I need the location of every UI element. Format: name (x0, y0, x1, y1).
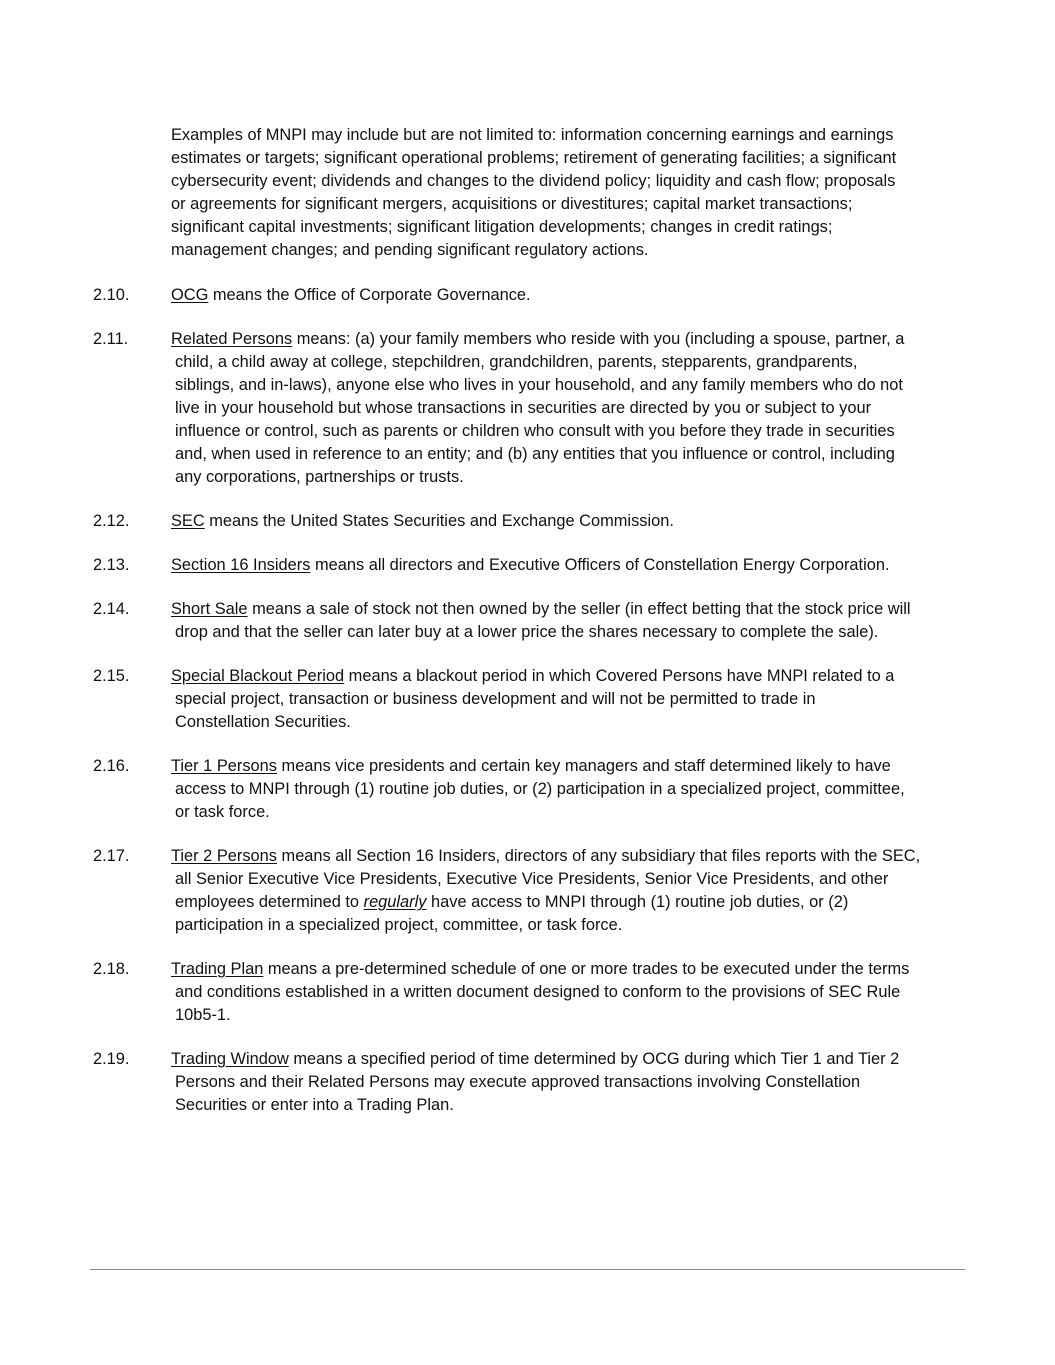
definition-line: siblings, and in-laws), anyone else who lives in your household, and any family members who do not (175, 376, 903, 394)
definition-line: Securities or enter into a Trading Plan. (175, 1096, 454, 1114)
section-number: 2.11. (93, 330, 129, 348)
section-number: 2.13. (93, 556, 130, 574)
defined-term: Tier 2 Persons (171, 847, 277, 865)
defined-term: Trading Window (171, 1050, 289, 1068)
line-text: have access to MNPI through (1) routine job duties, or (2) (426, 893, 849, 911)
definition-text (171, 1048, 973, 1071)
defined-term: Special Blackout Period (171, 667, 345, 685)
definition-line: or task force. (175, 803, 270, 821)
footer-divider (90, 1269, 965, 1270)
definition-section-16-insiders (93, 554, 973, 577)
definition-line: Persons and their Related Persons may execute approved transactions involving Constellation (175, 1073, 861, 1091)
definition-text (171, 845, 973, 868)
definition-line: any corporations, partnerships or trusts. (175, 468, 464, 486)
section-number: 2.12. (93, 512, 130, 530)
defined-term: Section 16 Insiders (171, 556, 311, 574)
definition-sec (93, 510, 973, 533)
definition-trading-plan (93, 958, 973, 1027)
definition-line: special project, transaction or business development and will not be permitted to trade in (175, 690, 816, 708)
section-number: 2.15. (93, 667, 130, 685)
definition-first-line: means a sale of stock not then owned by the seller (in effect betting that the stock price will (247, 600, 911, 618)
definition-text (171, 554, 973, 577)
definition-trading-window (93, 1048, 973, 1117)
definition-text (171, 665, 973, 688)
definition-short-sale (93, 598, 973, 644)
definition-line: and conditions established in a written document designed to conform to the provisions of SEC Rule (175, 983, 901, 1001)
definition-ocg (93, 284, 973, 307)
intro-line: Examples of MNPI may include but are not limited to: information concerning earnings and earnings (171, 126, 894, 144)
definition-line: influence or control, such as parents or children who consult with you before they trade in securities (175, 422, 895, 440)
definition-text (171, 598, 973, 621)
section-number: 2.14. (93, 600, 130, 618)
section-number: 2.19. (93, 1050, 130, 1068)
definition-first-line: means the United States Securities and Exchange Commission. (204, 512, 674, 530)
definition-text (171, 328, 973, 351)
definition-line: access to MNPI through (1) routine job duties, or (2) participation in a specialized project, committee, (175, 780, 905, 798)
definition-line: and, when used in reference to an entity; and (b) any entities that you influence or control, including (175, 445, 895, 463)
defined-term: SEC (171, 512, 205, 530)
section-number: 2.18. (93, 960, 130, 978)
definition-first-line: means all directors and Executive Officers of Constellation Energy Corporation. (310, 556, 890, 574)
intro-line: management changes; and pending significant regulatory actions. (171, 241, 649, 259)
definition-first-line: means a specified period of time determined by OCG during which Tier 1 and Tier 2 (288, 1050, 900, 1068)
definition-first-line: means the Office of Corporate Governance. (208, 286, 531, 304)
section-number: 2.10. (93, 286, 130, 304)
defined-term: Trading Plan (171, 960, 264, 978)
intro-line: cybersecurity event; dividends and changes to the dividend policy; liquidity and cash flow; proposals (171, 172, 896, 190)
definition-related-persons (93, 328, 973, 489)
intro-line: or agreements for significant mergers, acquisitions or divestitures; capital market transactions; (171, 195, 853, 213)
definition-text (171, 755, 973, 778)
definition-first-line: means vice presidents and certain key managers and staff determined likely to have (276, 757, 891, 775)
definition-line: participation in a specialized project, committee, or task force. (175, 916, 623, 934)
definition-special-blackout-period (93, 665, 973, 734)
defined-term: OCG (171, 286, 209, 304)
definition-text (171, 958, 973, 981)
definition-first-line: means a blackout period in which Covered Persons have MNPI related to a (344, 667, 895, 685)
definition-line: child, a child away at college, stepchildren, grandchildren, parents, stepparents, grandparents, (175, 353, 858, 371)
definition-line: all Senior Executive Vice Presidents, Executive Vice Presidents, Senior Vice Presidents, and other (175, 870, 889, 888)
definition-tier-1-persons (93, 755, 973, 824)
defined-term: Short Sale (171, 600, 248, 618)
defined-term: Tier 1 Persons (171, 757, 277, 775)
intro-line: estimates or targets; significant operational problems; retirement of generating facilities; a significant (171, 149, 897, 167)
section-number: 2.16. (93, 757, 130, 775)
definition-first-line: means all Section 16 Insiders, directors of any subsidiary that files reports with the SEC, (276, 847, 921, 865)
definition-tier-2-persons (93, 845, 973, 937)
definition-line: live in your household but whose transactions in securities are directed by you or subject to your (175, 399, 872, 417)
mnpi-examples-paragraph (171, 124, 971, 262)
definition-line: drop and that the seller can later buy at a lower price the shares necessary to complete the sale). (175, 623, 879, 641)
definition-line: 10b5-1. (175, 1006, 231, 1024)
line-text: employees determined to (175, 893, 364, 911)
definition-first-line: means a pre-determined schedule of one or more trades to be executed under the terms (263, 960, 910, 978)
defined-term: Related Persons (171, 330, 293, 348)
definition-line: Constellation Securities. (175, 713, 351, 731)
definition-line (171, 891, 973, 914)
intro-line: significant capital investments; significant litigation developments; changes in credit ratings; (171, 218, 833, 236)
definition-text (171, 510, 973, 533)
definition-text (171, 284, 973, 307)
emphasized-word: regularly (363, 893, 427, 911)
definition-first-line: means: (a) your family members who reside with you (including a spouse, partner, a (292, 330, 905, 348)
section-number: 2.17. (93, 847, 130, 865)
